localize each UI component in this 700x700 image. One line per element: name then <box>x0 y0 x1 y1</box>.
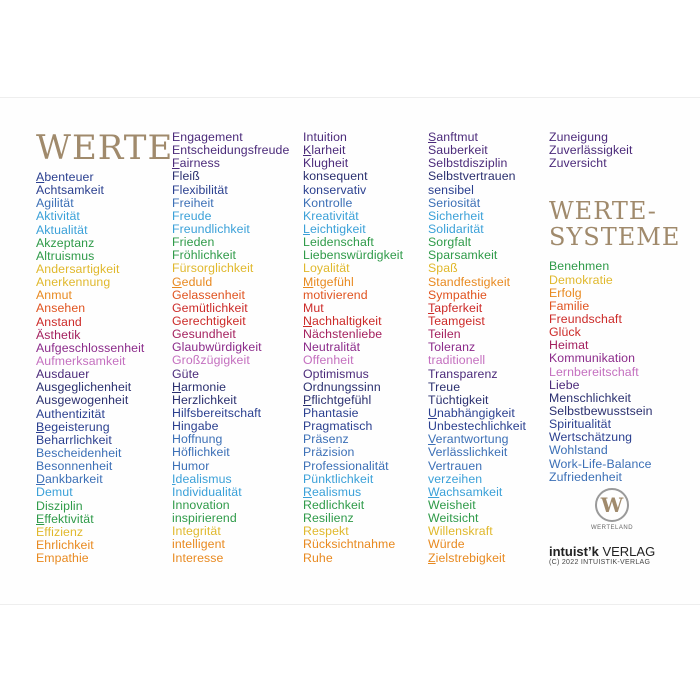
value-word: Selbstvertrauen <box>428 169 516 184</box>
value-word: verzeihen <box>428 471 483 486</box>
values-column-1 <box>36 128 174 566</box>
value-word: Mitgefühl <box>303 274 354 289</box>
value-word: Glück <box>549 325 581 340</box>
value-word: Effektivität <box>36 511 94 526</box>
value-word: Würde <box>428 537 465 552</box>
value-word: Flexibilität <box>172 182 228 197</box>
value-word: Demut <box>36 485 73 500</box>
value-word: Präsenz <box>303 432 349 447</box>
value-word: Frieden <box>172 235 215 250</box>
value-word: Aufgeschlossenheit <box>36 340 145 355</box>
value-word: Ästhetik <box>36 327 81 342</box>
value-word: Herzlichkeit <box>172 392 237 407</box>
value-word: Wertschätzung <box>549 430 633 445</box>
value-word: Sparsamkeit <box>428 248 498 263</box>
value-word: Pflichtgefühl <box>303 392 372 407</box>
value-word: Sauberkeit <box>428 143 488 158</box>
value-word: Ausgeglichenheit <box>36 380 132 395</box>
value-word: Freundlichkeit <box>172 221 250 236</box>
values-column-4 <box>428 131 526 565</box>
value-word: Verlässlichkeit <box>428 445 508 460</box>
value-word: Aufmerksamkeit <box>36 353 126 368</box>
value-word: Besonnenheit <box>36 459 113 474</box>
value-word: Gesundheit <box>172 327 236 342</box>
value-word: Altruismus <box>36 248 95 263</box>
value-word: Spaß <box>428 261 458 276</box>
publisher-name <box>549 544 655 559</box>
value-word: Pünktlichkeit <box>303 471 374 486</box>
wertesysteme-list <box>549 260 680 483</box>
value-word: Aktualität <box>36 222 88 237</box>
value-word: Achtsamkeit <box>36 183 105 198</box>
value-word: Ausdauer <box>36 367 90 382</box>
value-word: Ausgewogenheit <box>36 393 129 408</box>
value-word: Klarheit <box>303 143 346 158</box>
value-word: Disziplin <box>36 498 83 513</box>
werteland-logo <box>582 488 642 531</box>
value-word: Bescheidenheit <box>36 445 122 460</box>
value-word: Effizienz <box>36 524 84 539</box>
value-word: Anmut <box>36 288 73 303</box>
value-word: Freiheit <box>172 195 214 210</box>
value-word: Idealismus <box>172 471 232 486</box>
value-word: Solidarität <box>428 221 484 236</box>
value-word: Gerechtigkeit <box>172 313 246 328</box>
value-word: Fürsorglichkeit <box>172 261 254 276</box>
values-column-2 <box>172 131 289 565</box>
value-word: Nächstenliebe <box>303 327 383 342</box>
value-word: Tapferkeit <box>428 300 483 315</box>
value-word: Fröhlichkeit <box>172 248 237 263</box>
value-word: motivierend <box>303 287 368 302</box>
value-word: Geduld <box>172 274 213 289</box>
value-word: Zufriedenheit <box>549 469 623 484</box>
value-word: Standfestigkeit <box>428 274 511 289</box>
value-word: Sicherheit <box>428 208 484 223</box>
value-word: Liebe <box>549 377 580 392</box>
value-word: Authentizität <box>36 406 105 421</box>
value-word: Teamgeist <box>428 313 485 328</box>
value-word: Rücksichtnahme <box>303 537 396 552</box>
value-word: Loyalität <box>303 261 350 276</box>
value-word: Treue <box>428 379 461 394</box>
value-word: Anstand <box>36 314 82 329</box>
value-word: Fleiß <box>172 169 200 184</box>
value-word: Heimat <box>549 338 589 353</box>
value-word: Familie <box>549 298 590 313</box>
value-word: Pragmatisch <box>303 419 373 434</box>
value-word: Liebenswürdigkeit <box>303 248 404 263</box>
value-word: Professionalität <box>303 458 389 473</box>
value-word: inspirierend <box>172 511 237 526</box>
value-word: Spiritualität <box>549 417 612 432</box>
value-word: Lernbereitschaft <box>549 364 639 379</box>
werteland-logo-label: WERTELAND <box>590 525 634 531</box>
value-word: Agilität <box>36 196 74 211</box>
publisher-name-rest: VERLAG <box>598 544 656 559</box>
value-word: Zuneigung <box>549 130 609 144</box>
value-word: Akzeptanz <box>36 235 95 250</box>
value-word: Hilfsbereitschaft <box>172 405 262 420</box>
werteland-logo-icon: W <box>595 488 629 522</box>
value-word: Gelassenheit <box>172 287 245 302</box>
value-word: Redlichkeit <box>303 497 365 512</box>
value-word: Resilienz <box>303 511 354 526</box>
value-word: Verantwortung <box>428 432 509 447</box>
value-word: Aktivität <box>36 209 80 224</box>
value-word: Sanftmut <box>428 130 479 144</box>
values-card <box>0 97 700 605</box>
value-word: Präzision <box>303 445 355 460</box>
value-word: Integrität <box>172 524 221 539</box>
value-word: Anerkennung <box>36 275 111 290</box>
value-word: Humor <box>172 458 210 473</box>
value-word: Transparenz <box>428 366 498 381</box>
value-word: Ansehen <box>36 301 86 316</box>
publisher-block <box>549 544 655 566</box>
value-word: Kreativität <box>303 208 359 223</box>
value-word: Güte <box>172 366 200 381</box>
value-word: Empathie <box>36 551 89 566</box>
value-word: Vertrauen <box>428 458 483 473</box>
value-word: Dankbarkeit <box>36 472 103 487</box>
value-word: Entscheidungsfreude <box>172 143 290 158</box>
value-word: Ruhe <box>303 550 333 565</box>
value-word: Abenteuer <box>36 170 94 184</box>
value-word: Ehrlichkeit <box>36 537 94 552</box>
wertesysteme-heading <box>549 198 680 250</box>
value-word: Hingabe <box>172 419 219 434</box>
value-word: konsequent <box>303 169 368 184</box>
value-word: Realismus <box>303 484 362 499</box>
value-word: Wohlstand <box>549 443 608 458</box>
value-word: Erfolg <box>549 285 582 300</box>
value-word: Andersartigkeit <box>36 261 120 276</box>
value-word: Zielstrebigkeit <box>428 550 506 565</box>
value-word: Leidenschaft <box>303 235 374 250</box>
value-word: traditionell <box>428 353 486 368</box>
value-word: Weisheit <box>428 497 476 512</box>
value-word: Leichtigkeit <box>303 221 366 236</box>
value-word: Respekt <box>303 524 349 539</box>
publisher-copyright: (C) 2022 INTUISTIK-VERLAG <box>549 559 651 566</box>
value-word: Mut <box>303 300 324 315</box>
value-word: Engagement <box>172 130 243 144</box>
value-word: Sorgfalt <box>428 235 472 250</box>
value-word: sensibel <box>428 182 474 197</box>
value-word: Offenheit <box>303 353 354 368</box>
value-word: Freundschaft <box>549 311 622 326</box>
value-word: Willenskraft <box>428 524 493 539</box>
value-word: Weitsicht <box>428 511 479 526</box>
value-word: Klugheit <box>303 156 349 171</box>
werte-heading: WERTE <box>36 128 174 168</box>
value-word: Seriosität <box>428 195 481 210</box>
wertesysteme-heading-line1: WERTE- <box>549 197 657 226</box>
value-word: Intuition <box>303 130 347 144</box>
value-word: Innovation <box>172 497 230 512</box>
value-word: Toleranz <box>428 340 476 355</box>
value-word: Unbestechlichkeit <box>428 419 527 434</box>
value-word: konservativ <box>303 182 367 197</box>
value-word: Freude <box>172 208 212 223</box>
value-word: Begeisterung <box>36 419 110 434</box>
value-word: Gemütlichkeit <box>172 300 248 315</box>
value-word: Hoffnung <box>172 432 223 447</box>
values-column-5-words <box>549 131 680 170</box>
value-word: intelligent <box>172 537 226 552</box>
value-word: Harmonie <box>172 379 227 394</box>
values-column-3 <box>303 131 403 565</box>
publisher-name-bold: intuist’k <box>549 544 599 559</box>
value-word: Teilen <box>428 327 461 342</box>
value-word: Glaubwürdigkeit <box>172 340 262 355</box>
value-word: Nachhaltigkeit <box>303 313 382 328</box>
value-word: Beharrlichkeit <box>36 432 112 447</box>
value-word: Individualität <box>172 484 242 499</box>
value-word: Optimismus <box>303 366 369 381</box>
value-word: Demokratie <box>549 272 613 287</box>
value-word: Zuverlässigkeit <box>549 143 633 158</box>
value-word: Großzügigkeit <box>172 353 250 368</box>
value-word: Kommunikation <box>549 351 636 366</box>
value-word: Tüchtigkeit <box>428 392 489 407</box>
value-word: Fairness <box>172 156 220 171</box>
value-word: Benehmen <box>549 259 610 274</box>
value-word: Wachsamkeit <box>428 484 503 499</box>
value-word: Sympathie <box>428 287 487 302</box>
value-word: Interesse <box>172 550 224 565</box>
value-word: Zuversicht <box>549 156 607 171</box>
values-column-5 <box>549 131 680 484</box>
value-word: Selbstdisziplin <box>428 156 508 171</box>
value-word: Unabhängigkeit <box>428 405 515 420</box>
value-word: Phantasie <box>303 405 359 420</box>
wertesysteme-heading-line2: SYSTEME <box>549 223 681 252</box>
value-word: Kontrolle <box>303 195 353 210</box>
value-word: Ordnungssinn <box>303 379 381 394</box>
value-word: Selbstbewusstsein <box>549 403 653 418</box>
value-word: Höflichkeit <box>172 445 230 460</box>
value-word: Menschlichkeit <box>549 390 632 405</box>
value-word: Work-Life-Balance <box>549 456 652 471</box>
value-word: Neutralität <box>303 340 361 355</box>
